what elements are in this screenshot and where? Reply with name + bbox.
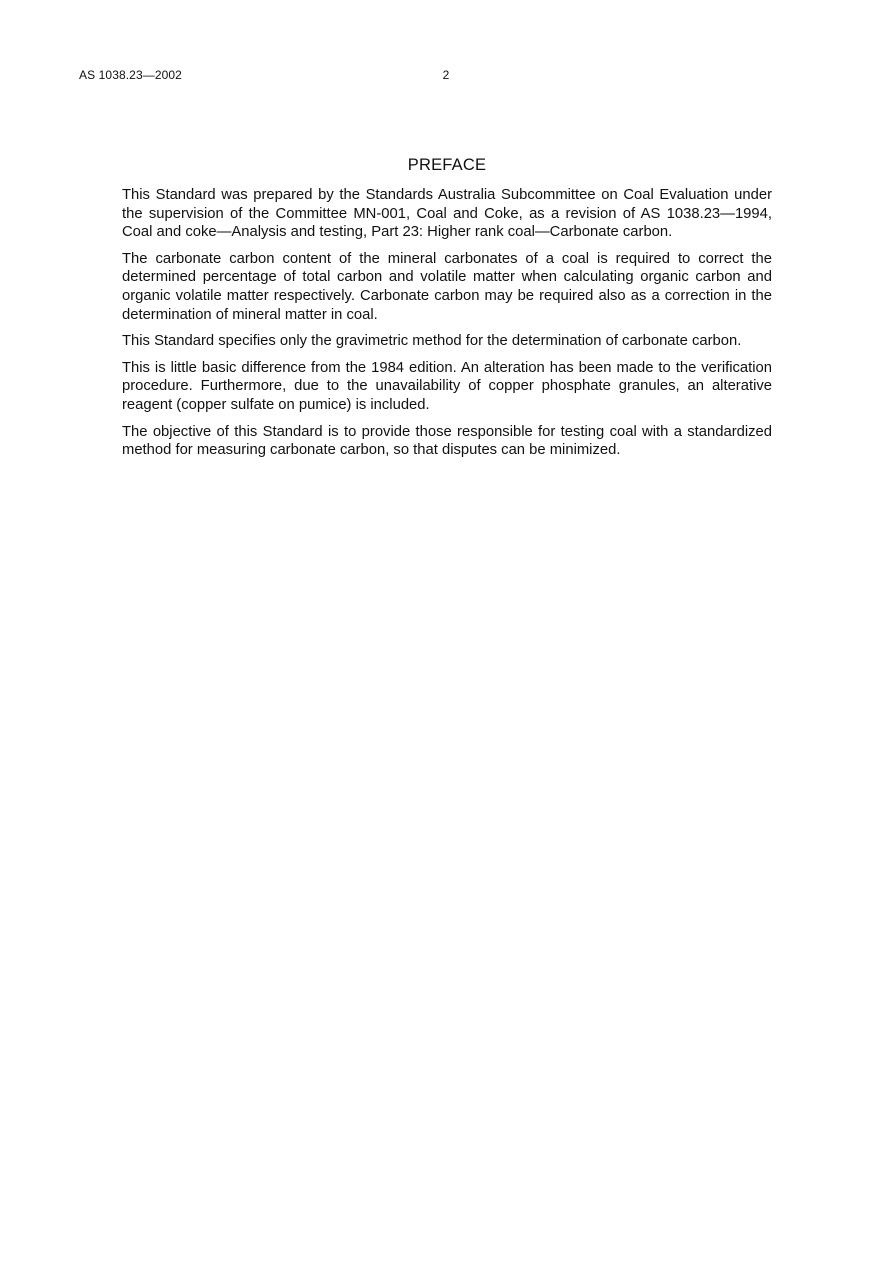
preface-paragraph-5: The objective of this Standard is to provide those responsible for testing coal with a standardized method for measuring carbonate carbon, so that disputes can be minimized.	[122, 423, 772, 459]
preface-paragraph-2: The carbonate carbon content of the mineral carbonates of a coal is required to correct the determined percentage of total carbon and volatile matter when calculating organic carbon and organic volatile matter respectively. Carbonate carbon may be required also as a correction in the determination of mineral matter in coal.	[122, 250, 772, 323]
preface-body	[122, 186, 772, 468]
preface-paragraph-3: This Standard specifies only the gravimetric method for the determination of carbonate carbon.	[122, 333, 742, 350]
running-head-document-id: AS 1038.23—2002	[79, 68, 182, 82]
preface-paragraph-1: This Standard was prepared by the Standards Australia Subcommittee on Coal Evaluation under the supervision of the Committee MN-001, Coal and Coke, as a revision of AS 1038.23—1994, Coal and coke—Analysis and testing, Part 23: Higher rank coal—Carbonate carbon.	[122, 187, 772, 241]
preface-title: PREFACE	[407, 156, 487, 174]
running-head-page-number: 2	[442, 68, 450, 82]
preface-paragraph-4: This is little basic difference from the 1984 edition. An alteration has been made to the verification procedure. Furthermore, due to the unavailability of copper phosphate granules, an alterative reagent (copper sulfate on pumice) is included.	[122, 359, 772, 413]
